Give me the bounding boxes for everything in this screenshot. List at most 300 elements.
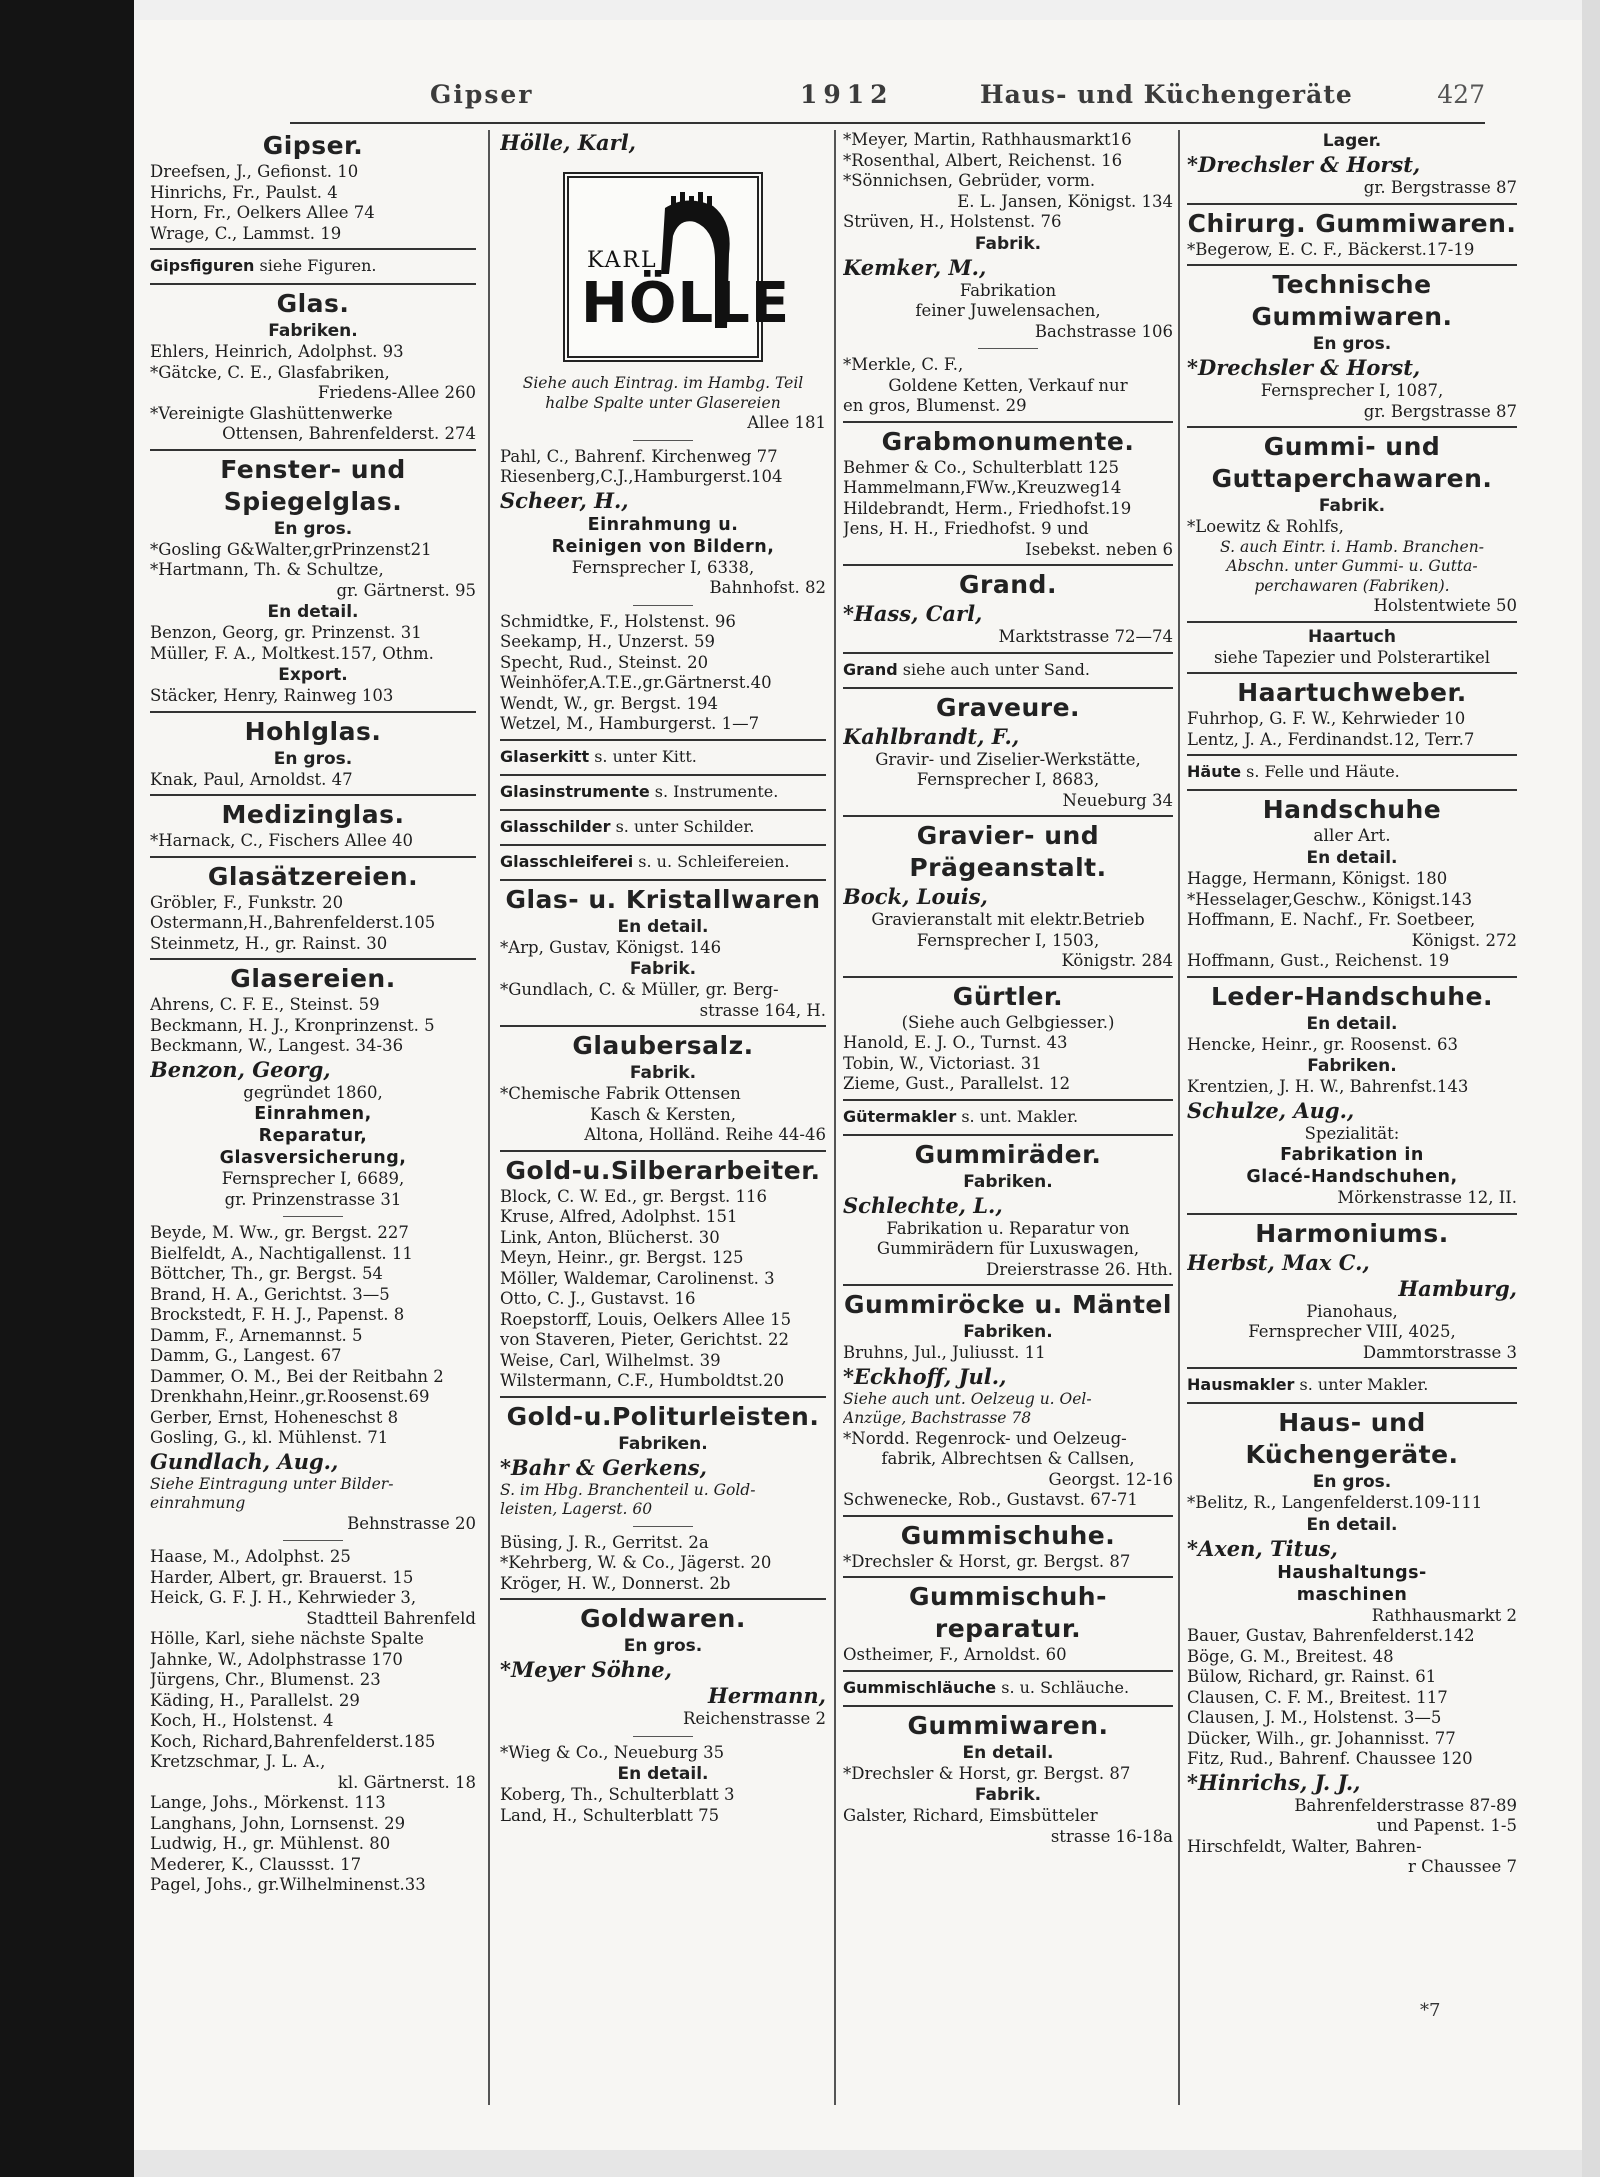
entry-continuation: Reichenstrasse 2 [683, 1709, 826, 1728]
directory-entry: Hammelmann,FWw.,Kreuzweg14 [843, 478, 1122, 497]
section-heading: Prägeanstalt. [909, 853, 1107, 882]
section-heading: Glas- u. Kristallwaren [505, 884, 821, 914]
entry-line-centered: gr. Prinzenstrasse 31 [224, 1189, 402, 1209]
directory-entry: Fuhrhop, G. F. W., Kehrwieder 10 [1187, 709, 1466, 728]
advertiser-tagline: Reinigen von Bildern, [551, 536, 775, 557]
directory-entry: Schmidtke, F., Holstenst. 96 [500, 611, 736, 631]
separator [978, 348, 1038, 349]
entry-continuation: Ottensen, Bahrenfelderst. 274 [222, 424, 476, 443]
directory-entry: Schwenecke, Rob., Gustavst. 67-71 [843, 1490, 1138, 1509]
advertiser-name: Hamburg, [1398, 1275, 1517, 1301]
column-divider [834, 130, 836, 2105]
advertiser-name: Scheer, H., [500, 487, 629, 513]
directory-entry: *Belitz, R., Langenfelderst.109-111 [1187, 1493, 1483, 1512]
subsection-heading: Haartuch [1308, 626, 1396, 647]
advertiser-name: Kahlbrandt, F., [843, 723, 1020, 749]
entry-note: Siehe Eintragung unter Bilder- [150, 1474, 394, 1493]
section-rule [1187, 1367, 1517, 1369]
section-rule [150, 283, 476, 285]
karl-hoelle-logo [563, 172, 791, 362]
advertiser-tagline: Einrahmung u. [587, 514, 739, 535]
entry-note: S. auch Eintr. i. Hamb. Branchen- [1220, 537, 1484, 556]
running-head-year: 1912 [800, 80, 894, 109]
cross-reference-target: s. Instrumente. [649, 781, 779, 801]
section-heading: Haus- und [1278, 1408, 1426, 1437]
entry-continuation: Dreierstrasse 26. Hth. [986, 1259, 1173, 1279]
section-rule [500, 1025, 826, 1027]
subsection-heading: Fabriken. [963, 1322, 1053, 1342]
advertiser-name: Schulze, Aug., [1187, 1097, 1355, 1123]
entry-continuation: r Chaussee 7 [1407, 1857, 1517, 1876]
cross-reference-term: Glasschleiferei [500, 851, 634, 871]
scan-border-top [134, 0, 1582, 20]
section-heading: Grand. [959, 570, 1057, 599]
subsection-heading: Fabriken. [618, 1433, 708, 1454]
cross-reference-target: s. u. Schläuche. [996, 1677, 1130, 1697]
directory-column-1 [150, 130, 476, 2115]
directory-entry: *Rosenthal, Albert, Reichenst. 16 [843, 150, 1123, 170]
section-heading: Gipser. [262, 131, 364, 160]
directory-entry: Wetzel, M., Hamburgerst. 1—7 [500, 714, 760, 733]
directory-entry: Koch, H., Holstenst. 4 [150, 1711, 334, 1730]
cross-reference-term: Gummischläuche [843, 1677, 997, 1697]
directory-entry: Bülow, Richard, gr. Rainst. 61 [1187, 1667, 1437, 1686]
subsection-heading: En gros. [1312, 334, 1392, 354]
section-heading: Gürtler. [952, 981, 1064, 1011]
directory-entry: Hoffmann, E. Nachf., Fr. Soetbeer, [1187, 910, 1476, 929]
entry-line-centered: gegründet 1860, [243, 1082, 383, 1102]
section-rule [843, 652, 1173, 654]
subsection-heading: En detail. [1306, 1514, 1398, 1535]
entry-note: S. im Hbg. Branchenteil u. Gold- [500, 1480, 756, 1499]
subsection-heading: Fabrik. [974, 233, 1042, 254]
cross-reference [843, 1104, 1173, 1130]
directory-entry: Haase, M., Adolphst. 25 [150, 1547, 351, 1566]
section-rule [500, 1150, 826, 1152]
directory-column-3 [843, 130, 1173, 2115]
cross-reference-term: Häute [1187, 762, 1242, 781]
directory-entry: Möller, Waldemar, Carolinenst. 3 [500, 1268, 775, 1288]
directory-entry: *Harnack, C., Fischers Allee 40 [150, 831, 413, 850]
directory-entry: Pahl, C., Bahrenf. Kirchenweg 77 [500, 446, 778, 466]
subsection-heading: En detail. [617, 916, 709, 937]
directory-entry: Gröbler, F., Funkstr. 20 [150, 892, 344, 912]
entry-note: perchawaren (Fabriken). [1254, 576, 1450, 595]
directory-entry: Behmer & Co., Schulterblatt 125 [843, 457, 1120, 477]
advertiser-name: *Drechsler & Horst, [1187, 152, 1421, 177]
subsection-heading: En detail. [617, 1764, 709, 1784]
section-heading: Gummischuhe. [900, 1520, 1116, 1550]
section-rule [843, 687, 1173, 689]
directory-entry: Böttcher, Th., gr. Bergst. 54 [150, 1264, 383, 1283]
entry-continuation: Bachstrasse 106 [1034, 321, 1173, 341]
entry-line-centered: Goldene Ketten, Verkauf nur [888, 375, 1128, 395]
entry-continuation: und Papenst. 1-5 [1376, 1816, 1517, 1835]
section-rule [843, 1705, 1173, 1707]
advertiser-name: *Hass, Carl, [843, 601, 983, 626]
section-rule [1187, 754, 1517, 756]
section-heading: Fenster- und Spiegelglas. [220, 454, 406, 516]
section-rule [843, 815, 1173, 817]
directory-entry: Link, Anton, Blücherst. 30 [500, 1227, 720, 1247]
cross-reference-term: Glaserkitt [500, 746, 590, 766]
entry-line-centered: Gravieranstalt mit elektr.Betrieb [871, 910, 1145, 929]
entry-continuation: Königst. 272 [1411, 930, 1517, 950]
entry-line-centered: Pianohaus, [1306, 1301, 1398, 1321]
directory-entry: Bauer, Gustav, Bahrenfelderst.142 [1187, 1626, 1475, 1645]
section-heading: Chirurg. Gummiwaren. [1187, 208, 1517, 238]
advertiser-name: Hermann, [708, 1683, 826, 1708]
directory-entry: Weise, Carl, Wilhelmst. 39 [500, 1350, 721, 1370]
entry-line-centered: Fabrikation [959, 280, 1057, 300]
cross-reference-target: s. Felle und Häute. [1241, 762, 1400, 781]
cross-reference-target: s. unter Schilder. [610, 816, 755, 836]
cross-reference-target: s. u. Schleifereien. [633, 851, 790, 871]
cross-reference [843, 657, 1173, 683]
entry-line-centered: Gravir- und Ziselier-Werkstätte, [875, 749, 1141, 769]
section-rule [150, 794, 476, 796]
section-rule [150, 449, 476, 451]
section-subtitle: aller Art. [1313, 826, 1391, 846]
directory-entry: *Wieg & Co., Neueburg 35 [500, 1742, 725, 1762]
directory-entry: Stäcker, Henry, Rainweg 103 [150, 686, 394, 705]
subsection-heading: Fabrik. [629, 1063, 697, 1083]
advertiser-name: Gundlach, Aug., [150, 1448, 339, 1474]
separator [633, 1736, 693, 1737]
directory-entry: *Drechsler & Horst, gr. Bergst. 87 [843, 1551, 1131, 1571]
directory-entry: Koch, Richard,Bahrenfelderst.185 [150, 1731, 436, 1751]
directory-entry: Riesenberg,C.J.,Hamburgerst.104 [500, 467, 783, 486]
entry-note: Siehe auch unt. Oelzeug u. Oel- [843, 1389, 1092, 1408]
directory-entry: Jahnke, W., Adolphstrasse 170 [150, 1649, 403, 1669]
subsection-heading: Fabrik. [1318, 496, 1386, 516]
entry-continuation: strasse 164, H. [699, 1000, 826, 1020]
advertiser-tagline: Fabrikation in [1280, 1145, 1424, 1165]
directory-entry: Galster, Richard, Eimsbütteler [843, 1806, 1098, 1825]
directory-entry: Beyde, M. Ww., gr. Bergst. 227 [150, 1223, 409, 1242]
directory-entry: Hölle, Karl, siehe nächste Spalte [150, 1629, 424, 1648]
section-rule [150, 248, 476, 250]
directory-entry: Weinhöfer,A.T.E.,gr.Gärtnerst.40 [500, 673, 772, 692]
entry-continuation: strasse 16-18a [1050, 1826, 1173, 1846]
directory-entry: Drenkhahn,Heinr.,gr.Roosenst.69 [150, 1387, 430, 1406]
cross-reference-term: Gütermakler [843, 1106, 957, 1126]
directory-entry: Wilstermann, C.F., Humboldtst.20 [500, 1371, 785, 1390]
section-heading: Technische Gummiwaren. [1251, 270, 1453, 331]
section-rule [1187, 1213, 1517, 1215]
directory-entry: Block, C. W. Ed., gr. Bergst. 116 [500, 1186, 768, 1206]
directory-entry: Jens, H. H., Friedhofst. 9 und [843, 519, 1089, 538]
advertiser-tagline: Einrahmen, [254, 1104, 372, 1124]
cross-reference-target: s. unt. Makler. [956, 1106, 1079, 1126]
section-heading: Medizinglas. [221, 800, 405, 829]
directory-entry: Ostermann,H.,Bahrenfelderst.105 [150, 913, 436, 932]
directory-entry: *Gätcke, C. E., Glasfabriken, [150, 362, 390, 382]
section-heading: Goldwaren. [580, 1604, 746, 1633]
section-rule [150, 958, 476, 960]
section-rule [843, 564, 1173, 566]
column-divider [1178, 130, 1180, 2105]
entry-continuation: Bahrenfelderstrasse 87-89 [1294, 1795, 1517, 1815]
advertiser-tagline: Haushaltungs- [1277, 1562, 1427, 1583]
section-heading: Gummiräder. [914, 1139, 1102, 1169]
entry-line-centered: Fabrikation u. Reparatur von [886, 1218, 1130, 1238]
separator [633, 440, 693, 441]
directory-column-2 [500, 130, 826, 2115]
directory-entry: *Drechsler & Horst, gr. Bergst. 87 [843, 1763, 1131, 1783]
section-heading: Handschuhe [1262, 795, 1442, 824]
running-head-left: Gipser [430, 80, 534, 109]
directory-entry: Gerber, Ernst, Hoheneschst 8 [150, 1407, 399, 1427]
directory-entry: *Begerow, E. C. F., Bäckerst.17-19 [1187, 239, 1475, 259]
entry-line-centered: Fernsprecher VIII, 4025, [1248, 1322, 1456, 1341]
section-rule [843, 1576, 1173, 1578]
section-rule [1187, 203, 1517, 205]
directory-entry: Gosling, G., kl. Mühlenst. 71 [150, 1428, 389, 1447]
directory-entry: Langhans, John, Lornsenst. 29 [150, 1813, 406, 1833]
cross-reference [500, 779, 826, 805]
directory-entry: *Merkle, C. F., [843, 355, 964, 374]
section-rule [150, 711, 476, 713]
running-head-right: Haus- und Küchengeräte [980, 80, 1353, 109]
directory-entry: Clausen, C. F. M., Breitest. 117 [1187, 1687, 1448, 1707]
section-heading: Hohlglas. [244, 716, 382, 746]
entry-line-centered: siehe Tapezier und Polsterartikel [1213, 647, 1491, 667]
section-heading: Glasätzereien. [207, 861, 419, 891]
directory-entry: Wrage, C., Lammst. 19 [150, 223, 342, 243]
section-rule [1187, 1402, 1517, 1404]
directory-entry: Fitz, Rud., Bahrenf. Chaussee 120 [1187, 1749, 1473, 1768]
header-rule [290, 122, 1485, 124]
directory-entry: Hirschfeldt, Walter, Bahren- [1187, 1836, 1422, 1856]
section-heading: Gravier- und [916, 821, 1100, 850]
directory-entry: Clausen, J. M., Holstenst. 3—5 [1187, 1708, 1442, 1727]
advertiser-tagline: Glacé-Handschuhen, [1246, 1167, 1458, 1187]
directory-entry: Dammer, O. M., Bei der Reitbahn 2 [150, 1366, 444, 1386]
signature-mark: *7 [1420, 2000, 1441, 2021]
section-rule [500, 844, 826, 846]
subsection-heading: Fabrik. [974, 1785, 1042, 1805]
directory-entry: Damm, G., Langest. 67 [150, 1346, 342, 1365]
section-heading: Glasereien. [230, 964, 396, 993]
directory-entry: Lentz, J. A., Ferdinandst.12, Terr.7 [1187, 729, 1475, 749]
cross-reference [500, 814, 826, 840]
entry-continuation: Allee 181 [747, 413, 826, 432]
directory-entry: von Staveren, Pieter, Gerichtst. 22 [500, 1330, 790, 1349]
cross-reference [500, 849, 826, 875]
subsection-heading: En gros. [273, 518, 353, 539]
cross-reference-target: siehe Figuren. [254, 256, 377, 275]
section-heading: Gummiwaren. [907, 1710, 1109, 1740]
directory-entry: Müller, F. A., Moltkest.157, Othm. [150, 643, 434, 663]
section-rule [843, 1099, 1173, 1101]
directory-entry: Hanold, E. J. O., Turnst. 43 [843, 1033, 1068, 1052]
entry-note: leisten, Lagerst. 60 [500, 1500, 653, 1518]
entry-line-centered: Kasch & Kersten, [590, 1104, 736, 1124]
section-rule [1187, 264, 1517, 266]
entry-continuation: Rathhausmarkt 2 [1371, 1605, 1517, 1625]
cross-reference-term: Hausmakler [1187, 1375, 1295, 1394]
directory-entry: Kretzschmar, J. L. A., [150, 1752, 326, 1771]
directory-entry: Land, H., Schulterblatt 75 [500, 1805, 720, 1825]
section-rule [500, 809, 826, 811]
entry-continuation: gr. Bergstrasse 87 [1363, 401, 1517, 421]
scan-border-right [1582, 0, 1600, 2177]
subsection-heading: En detail. [962, 1742, 1054, 1763]
subsection-heading: Fabrik. [629, 959, 697, 979]
section-heading: Gummiröcke u. Mäntel [844, 1290, 1172, 1319]
directory-entry: Harder, Albert, gr. Brauerst. 15 [150, 1567, 414, 1587]
entry-continuation: Holstentwiete 50 [1373, 596, 1517, 615]
directory-entry: *Nordd. Regenrock- und Oelzeug- [843, 1428, 1127, 1448]
entry-line-centered: fabrik, Albrechtsen & Callsen, [881, 1449, 1135, 1468]
cross-reference-term: Grand [843, 659, 898, 679]
advertiser-name: *Meyer Söhne, [500, 1657, 672, 1682]
entry-continuation: Friedens-Allee 260 [317, 383, 476, 402]
advertiser-name: *Hinrichs, J. J., [1187, 1769, 1361, 1795]
advertiser-name: *Axen, Titus, [1187, 1535, 1338, 1561]
section-rule [150, 856, 476, 858]
directory-entry: Koberg, Th., Schulterblatt 3 [500, 1785, 735, 1804]
advertiser-name: *Drechsler & Horst, [1187, 355, 1421, 380]
section-rule [1187, 621, 1517, 623]
section-heading: Haartuchweber. [1237, 678, 1467, 707]
section-rule [843, 1134, 1173, 1136]
directory-entry: en gros, Blumenst. 29 [843, 396, 1027, 415]
section-rule [1187, 976, 1517, 978]
section-heading: Küchengeräte. [1245, 1440, 1459, 1469]
entry-continuation: E. L. Jansen, Königst. 134 [957, 191, 1173, 211]
directory-entry: Benzon, Georg, gr. Prinzenst. 31 [150, 623, 422, 642]
entry-line-centered: Fernsprecher I, 1087, [1260, 381, 1444, 400]
directory-entry: Lange, Johs., Mörkenst. 113 [150, 1793, 386, 1812]
directory-entry: Dreefsen, J., Gefionst. 10 [150, 162, 359, 181]
entry-continuation: gr. Gärtnerst. 95 [336, 580, 476, 600]
directory-entry: Hencke, Heinr., gr. Roosenst. 63 [1187, 1034, 1459, 1054]
directory-entry: *Meyer, Martin, Rathhausmarkt16 [843, 130, 1132, 149]
directory-entry: Böge, G. M., Breitest. 48 [1187, 1646, 1394, 1666]
entry-line-centered: Gummirädern für Luxuswagen, [876, 1239, 1140, 1258]
page-number: 427 [1437, 80, 1485, 109]
advertiser-tagline: Glasversicherung, [219, 1148, 407, 1168]
entry-continuation: Isebekst. neben 6 [1025, 539, 1173, 559]
entry-line-centered: Spezialität: [1304, 1123, 1400, 1143]
section-heading: Harmoniums. [1255, 1218, 1449, 1248]
cross-reference-term: Gipsfiguren [150, 256, 255, 275]
section-rule [500, 774, 826, 776]
directory-entry: Horn, Fr., Oelkers Allee 74 [150, 203, 375, 222]
section-rule [500, 1396, 826, 1398]
subsection-heading: Lager. [1322, 131, 1382, 151]
directory-column-4 [1187, 130, 1517, 2115]
separator [633, 605, 693, 606]
cross-reference-term: Glasinstrumente [500, 781, 650, 801]
section-rule [843, 976, 1173, 978]
subsection-heading: En detail. [1306, 848, 1398, 868]
column-divider [488, 130, 490, 2105]
cross-reference [500, 744, 826, 770]
cross-reference [1187, 759, 1517, 785]
entry-continuation: Marktstrasse 72—74 [998, 627, 1173, 646]
directory-entry: Ostheimer, F., Arnoldst. 60 [843, 1645, 1067, 1664]
entry-line-centered: (Siehe auch Gelbgiesser.) [901, 1012, 1115, 1032]
advertiser-name: Schlechte, L., [843, 1192, 1003, 1218]
advertiser-name: *Bahr & Gerkens, [500, 1454, 707, 1480]
section-heading: Guttaperchawaren. [1211, 464, 1493, 493]
section-heading: Grabmonumente. [881, 426, 1135, 456]
subsection-heading: Fabriken. [963, 1171, 1053, 1192]
subsection-heading: En detail. [267, 602, 359, 622]
cross-reference-target: s. unter Makler. [1294, 1375, 1429, 1394]
separator [283, 1540, 343, 1541]
cross-reference [150, 253, 476, 279]
section-rule [1187, 426, 1517, 428]
entry-continuation: Dammtorstrasse 3 [1362, 1342, 1517, 1362]
directory-entry: Knak, Paul, Arnoldst. 47 [150, 769, 353, 789]
entry-continuation: Mörkenstrasse 12, II. [1337, 1188, 1517, 1207]
logo-text-karl: KARL [587, 248, 658, 273]
section-rule [843, 1670, 1173, 1672]
subsection-heading: Fabriken. [1307, 1056, 1397, 1076]
directory-entry: Hinrichs, Fr., Paulst. 4 [150, 182, 338, 202]
directory-entry: Bielfeldt, A., Nachtigallenst. 11 [150, 1243, 413, 1263]
section-heading: Glas. [276, 289, 350, 318]
directory-entry: Beckmann, W., Langest. 34-36 [150, 1036, 404, 1055]
entry-continuation: Behnstrasse 20 [347, 1513, 476, 1533]
directory-entry: Hildebrandt, Herm., Friedhofst.19 [843, 498, 1132, 518]
directory-entry: Brand, H. A., Gerichtst. 3—5 [150, 1284, 390, 1304]
section-heading: Gummi- und [1263, 432, 1441, 461]
directory-entry: Heick, G. F. J. H., Kehrwieder 3, [150, 1588, 417, 1607]
cross-reference-term: Glasschilder [500, 816, 611, 836]
entry-line-centered: Fernsprecher I, 1503, [916, 930, 1100, 950]
subsection-heading: Fabriken. [268, 321, 358, 341]
section-heading: reparatur. [934, 1614, 1082, 1643]
directory-entry: *Sönnichsen, Gebrüder, vorm. [843, 171, 1096, 190]
directory-entry: *Hartmann, Th. & Schultze, [150, 560, 384, 579]
entry-continuation: Königstr. 284 [1061, 951, 1173, 970]
directory-entry: Strüven, H., Holstenst. 76 [843, 212, 1062, 231]
directory-entry: *Arp, Gustav, Königst. 146 [500, 937, 722, 957]
directory-entry: *Hesselager,Geschw., Königst.143 [1187, 889, 1473, 909]
section-rule [1187, 672, 1517, 674]
directory-entry: Kröger, H. W., Donnerst. 2b [500, 1573, 731, 1593]
entry-line-centered: feiner Juwelensachen, [915, 301, 1101, 320]
directory-entry: Roepstorff, Louis, Oelkers Allee 15 [500, 1309, 792, 1329]
logo-text-hoelle: HÖLLE [581, 271, 791, 336]
separator [633, 1526, 693, 1527]
subsection-heading: En gros. [273, 748, 353, 769]
entry-continuation: Neueburg 34 [1062, 790, 1173, 810]
section-heading: Gold-u.Politurleisten. [506, 1401, 820, 1431]
directory-entry: Käding, H., Parallelst. 29 [150, 1690, 360, 1710]
section-heading: Gummischuh- [909, 1582, 1107, 1611]
directory-entry: Kruse, Alfred, Adolphst. 151 [500, 1207, 738, 1226]
section-rule [843, 1284, 1173, 1286]
directory-entry: Büsing, J. R., Gerritst. 2a [500, 1532, 709, 1552]
directory-entry: Ludwig, H., gr. Mühlenst. 80 [150, 1834, 391, 1853]
directory-entry: Hoffmann, Gust., Reichenst. 19 [1187, 951, 1450, 970]
cross-reference-target: siehe auch unter Sand. [897, 659, 1090, 679]
directory-entry: *Kehrberg, W. & Co., Jägerst. 20 [500, 1553, 772, 1572]
advertiser-name: *Eckhoff, Jul., [843, 1363, 1007, 1389]
entry-continuation: Georgst. 12-16 [1048, 1469, 1173, 1489]
directory-entry: *Chemische Fabrik Ottensen [500, 1084, 741, 1103]
directory-entry: Dücker, Wilh., gr. Johannisst. 77 [1187, 1728, 1456, 1748]
directory-entry: Krentzien, J. H. W., Bahrenfst.143 [1187, 1077, 1469, 1096]
directory-entry: Specht, Rud., Steinst. 20 [500, 652, 709, 672]
entry-note: Siehe auch Eintrag. im Hambg. Teil [522, 374, 804, 392]
